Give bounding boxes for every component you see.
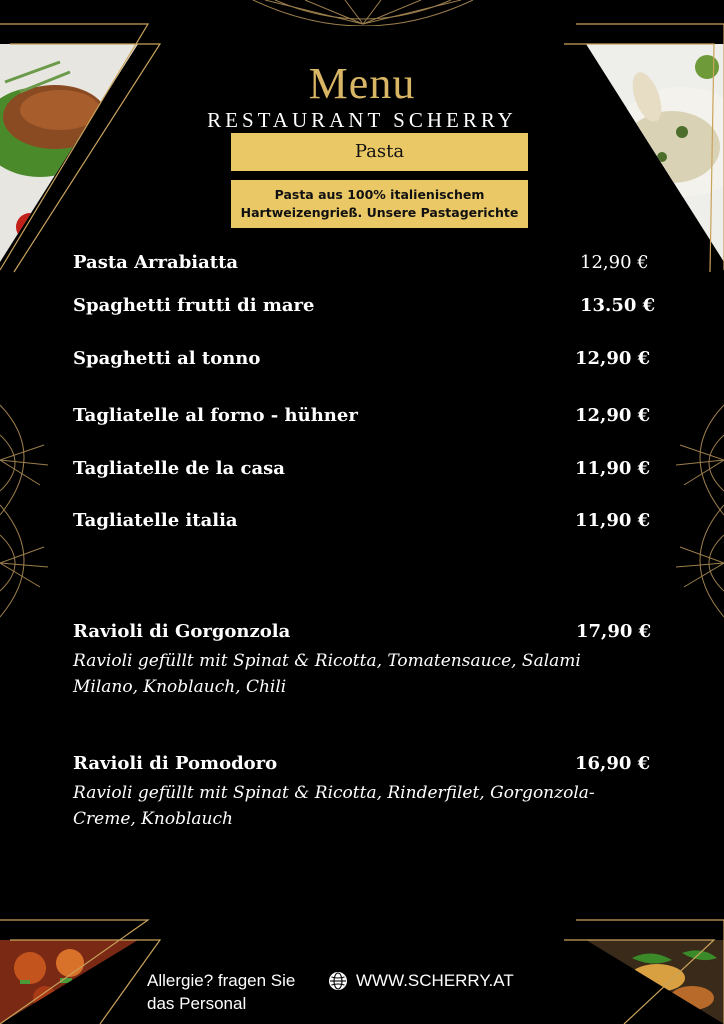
- left-fan-ornament: [0, 395, 52, 627]
- menu-item-name: Tagliatelle al forno - hühner: [73, 405, 358, 426]
- special-item-desc-line: Ravioli gefüllt mit Spinat & Ricotta, Rinderfilet, Gorgonzola-: [73, 783, 595, 803]
- menu-item-price: 12,90 €: [575, 405, 651, 426]
- special-item-desc-line: Milano, Knoblauch, Chili: [73, 677, 287, 697]
- special-item-desc-line: Ravioli gefüllt mit Spinat & Ricotta, Tomatensauce, Salami: [73, 651, 581, 671]
- special-item-price: 17,90 €: [576, 621, 652, 642]
- menu-item-price: 11,90 €: [575, 510, 651, 531]
- menu-item-name: Tagliatelle italia: [73, 510, 238, 531]
- menu-item-price: 12,90 €: [575, 348, 651, 369]
- allergy-notice: [147, 969, 295, 1015]
- menu-item-name: Spaghetti frutti di mare: [73, 295, 315, 316]
- menu-item-price: 11,90 €: [575, 458, 651, 479]
- pasta-note: [231, 180, 528, 228]
- bottom-left-food-image: [0, 918, 162, 1024]
- menu-title: Menu: [308, 59, 416, 108]
- special-item-price: 16,90 €: [575, 753, 651, 774]
- special-item-description: [73, 780, 633, 832]
- bottom-right-food-image: [562, 918, 724, 1024]
- special-item-desc-line: Creme, Knoblauch: [73, 809, 233, 829]
- right-fan-ornament: [672, 395, 724, 627]
- special-item-name: Ravioli di Pomodoro: [73, 753, 278, 774]
- menu-item-name: Pasta Arrabiatta: [73, 252, 239, 273]
- pasta-note-line1: Pasta aus 100% italienischem: [274, 187, 485, 202]
- special-item-name: Ravioli di Gorgonzola: [73, 621, 291, 642]
- menu-item-name: Spaghetti al tonno: [73, 348, 261, 369]
- allergy-notice-line2: das Personal: [147, 994, 247, 1013]
- website-link[interactable]: WWW.SCHERRY.AT: [356, 971, 514, 990]
- special-item-description: [73, 648, 633, 700]
- menu-item-price: 13.50 €: [580, 295, 656, 316]
- allergy-notice-line1: Allergie? fragen Sie: [147, 971, 296, 990]
- section-banner-pasta: Pasta: [231, 133, 528, 171]
- top-sunburst-ornament: [245, 0, 481, 26]
- pasta-note-line2: Hartweizengrieß. Unsere Pastagerichte: [240, 205, 519, 220]
- globe-icon: [328, 971, 348, 991]
- menu-item-price: 12,90 €: [580, 252, 649, 273]
- menu-item-name: Tagliatelle de la casa: [73, 458, 285, 479]
- restaurant-name: RESTAURANT SCHERRY: [207, 108, 517, 132]
